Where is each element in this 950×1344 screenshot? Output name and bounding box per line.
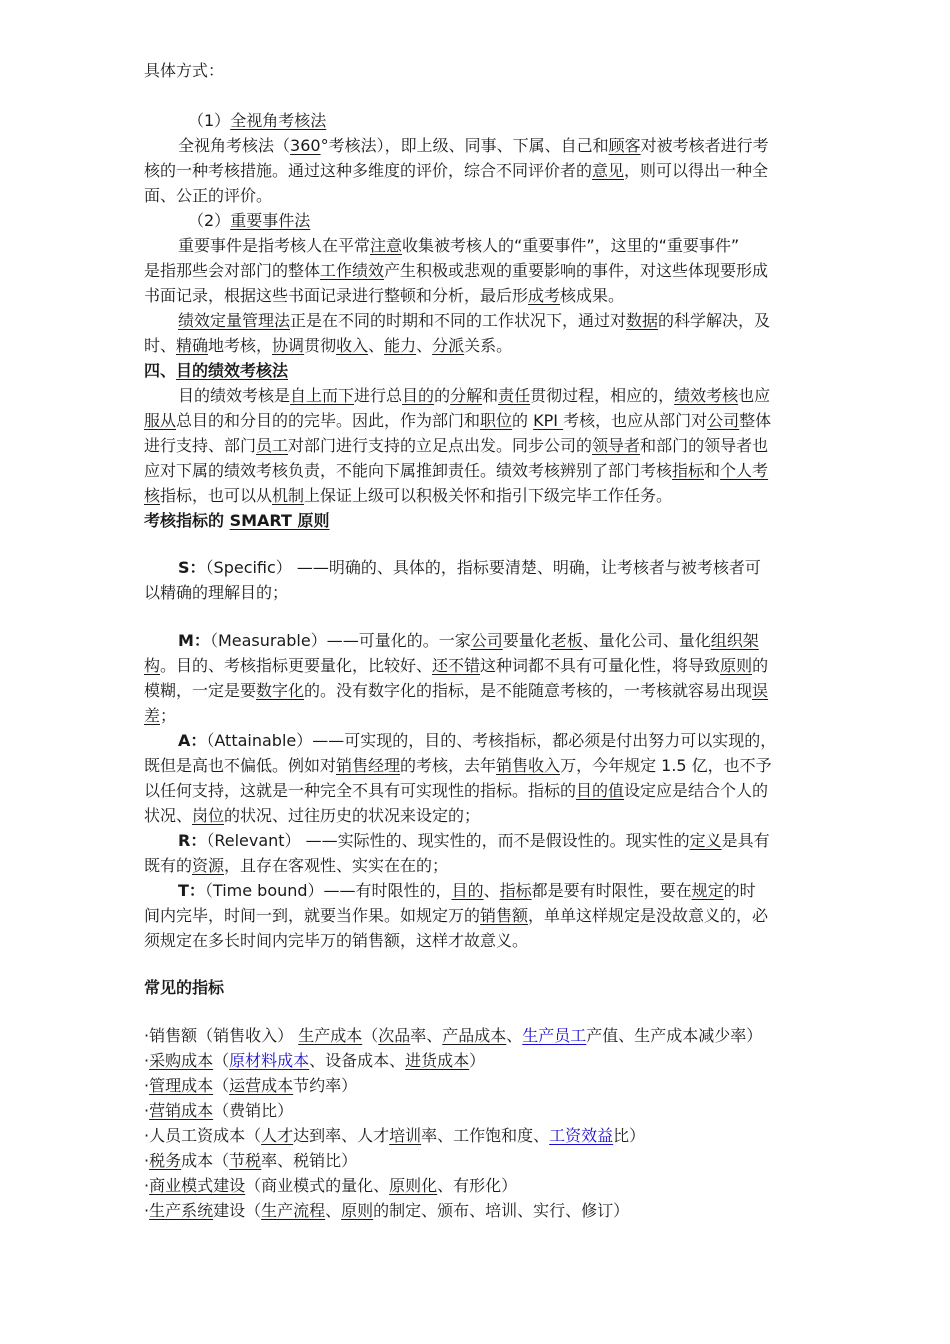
underlined-term: 差 — [144, 706, 161, 725]
smart-t-text: （Time bound）——有时限性的，目的、指标都是要有时限性，要在规定的时 — [204, 881, 756, 900]
underlined-term: 绩效考核 — [674, 386, 739, 405]
underlined-term: 服从 — [144, 411, 177, 430]
smart-s-line: 以精确的理解目的； — [144, 583, 289, 602]
underlined-term: 运营成本 — [229, 1076, 294, 1095]
underlined-term: 原则 — [720, 656, 753, 675]
underlined-term: 核 — [144, 486, 161, 505]
section-2-number: （2） — [188, 211, 231, 230]
underlined-term: 目的 — [451, 881, 484, 900]
underlined-term: 注意 — [370, 236, 403, 255]
underlined-term: 构 — [144, 656, 161, 675]
smart-s-letter: S： — [178, 558, 206, 577]
indicator-list-item: ·人员工资成本（人才达到率、人才培训率、工作饱和度、工资效益比） — [144, 1126, 646, 1145]
underlined-term: 职位 — [480, 411, 513, 430]
smart-r-letter: R： — [178, 831, 207, 850]
underlined-term: 原则化 — [389, 1176, 438, 1195]
section-1-heading — [188, 108, 326, 133]
underlined-term: 产品成本 — [442, 1026, 507, 1045]
s2-line: 书面记录，根据这些书面记录进行整顿和分析，最后形成考核成果。 — [144, 286, 625, 305]
smart-heading — [144, 508, 330, 533]
hyperlink-term[interactable]: 工资效益 — [549, 1126, 614, 1145]
smart-t-line — [178, 878, 756, 903]
common-indicators-heading: 常见的指标 — [144, 978, 225, 997]
underlined-term: 商业模式建设 — [149, 1176, 246, 1195]
intro-text: 具体方式： — [144, 61, 225, 80]
section-4-heading — [144, 358, 288, 383]
underlined-term: 生产流程 — [261, 1201, 326, 1220]
underlined-term: 营销成本 — [149, 1101, 214, 1120]
underlined-term: 生产系统 — [149, 1201, 214, 1220]
underlined-term: 工作绩效 — [320, 261, 385, 280]
smart-m-letter: M： — [178, 631, 210, 650]
hyperlink-term[interactable]: 生产员工 — [522, 1026, 587, 1045]
smart-r-line: 既有的资源，且存在客观性、实实在在的； — [144, 856, 449, 875]
underlined-term: 岗位 — [192, 806, 225, 825]
underlined-term: 指标 — [499, 881, 532, 900]
s2-line: 绩效定量管理法正是在不同的时期和不同的工作状况下，通过对数据的科学解决，及 — [178, 311, 771, 330]
smart-t-line: 须规定在多长时间内完毕万的销售额，这样才故意义。 — [144, 931, 529, 950]
s1-line: 全视角考核法（360°考核法），即上级、同事、下属、自己和顾客对被考核者进行考 — [178, 136, 769, 155]
underlined-term: 次品 — [378, 1026, 411, 1045]
s2-line: 时、精确地考核，协调贯彻收入、能力、分派关系。 — [144, 336, 513, 355]
underlined-term: 节税 — [229, 1151, 262, 1170]
section-1-number: （1） — [188, 111, 231, 130]
underlined-term: 组织架 — [710, 631, 759, 650]
underlined-term: 数字化 — [256, 681, 305, 700]
smart-a-line: 既但是高也不偏低。例如对销售经理的考核，去年销售收入万，今年规定 1.5 亿，也不予 — [144, 756, 772, 775]
underlined-term: 公司 — [470, 631, 503, 650]
smart-heading-prefix: 考核指标的 — [144, 511, 230, 530]
section-2-title: 重要事件法 — [230, 211, 311, 230]
underlined-term: 管理成本 — [149, 1076, 214, 1095]
s4-line: 进行支持、部门员工对部门进行支持的立足点出发。同步公司的领导者和部门的领导者也 — [144, 436, 769, 455]
indicator-list-item: ·税务成本（节税率、税销比） — [144, 1151, 358, 1170]
underlined-term: 360 — [290, 136, 321, 155]
underlined-term: 销售经理 — [336, 756, 401, 775]
s4-line: 目的绩效考核是自上而下进行总目的的分解和责任贯彻过程，相应的，绩效考核也应 — [178, 386, 771, 405]
smart-t-letter: T： — [178, 881, 205, 900]
underlined-term: 分解 — [450, 386, 483, 405]
underlined-term: 税务 — [149, 1151, 182, 1170]
underlined-term: 培训 — [389, 1126, 422, 1145]
underlined-term: 目的值 — [576, 781, 625, 800]
underlined-term: KPI — [533, 411, 564, 430]
smart-s-line — [178, 555, 761, 580]
underlined-term: 生产成本 — [298, 1026, 363, 1045]
underlined-term: 自上而下 — [290, 386, 355, 405]
section-4-title: 目的绩效考核法 — [176, 361, 289, 380]
section-4-prefix: 四、 — [144, 361, 177, 380]
indicator-list-item: ·生产系统建设（生产流程、原则的制定、颁布、培训、实行、修订） — [144, 1201, 630, 1220]
indicator-list-item: ·管理成本（运营成本节约率） — [144, 1076, 358, 1095]
underlined-term: 指标 — [672, 461, 705, 480]
smart-a-letter: A： — [178, 731, 207, 750]
underlined-term: 领导者 — [592, 436, 641, 455]
underlined-term: 销售额 — [480, 906, 529, 925]
underlined-term: 定义 — [689, 831, 722, 850]
hyperlink-term[interactable]: 原材料成本 — [229, 1051, 310, 1070]
underlined-term: 目的 — [402, 386, 435, 405]
smart-m-line: 差； — [144, 706, 177, 725]
underlined-term: 还不错 — [432, 656, 481, 675]
indicator-list-item: ·销售额（销售收入） 生产成本（次品率、产品成本、生产员工产值、生产成本减少率） — [144, 1026, 763, 1045]
indicator-list-item: ·商业模式建设（商业模式的量化、原则化、有形化） — [144, 1176, 518, 1195]
smart-m-line: 构。目的、考核指标更要量化，比较好、还不错这种词都不具有可量化性，将导致原则的 — [144, 656, 769, 675]
underlined-term: 分派 — [432, 336, 465, 355]
smart-r-line — [178, 828, 770, 853]
underlined-term: 顾客 — [608, 136, 641, 155]
underlined-term: 资源 — [192, 856, 225, 875]
underlined-term: 精确 — [176, 336, 209, 355]
underlined-term: 能力 — [384, 336, 417, 355]
s2-line: 是指那些会对部门的整体工作绩效产生积极或悲观的重要影响的事件，对这些体现要形成 — [144, 261, 769, 280]
underlined-term: 责任 — [498, 386, 531, 405]
underlined-term: 收入 — [336, 336, 369, 355]
section-2-heading — [188, 208, 310, 233]
s1-line: 面、公正的评价。 — [144, 186, 273, 205]
smart-m-text: （Measurable）——可量化的。一家公司要量化老板、量化公司、量化组织架 — [209, 631, 759, 650]
underlined-term: 绩效定量管理法 — [178, 311, 291, 330]
underlined-term: 意见 — [592, 161, 625, 180]
s4-line: 核指标，也可以从机制上保证上级可以积极关怀和指引下级完毕工作任务。 — [144, 486, 673, 505]
smart-a-line: 状况、岗位的状况、过往历史的状况来设定的； — [144, 806, 481, 825]
smart-a-text: （Attainable）——可实现的，目的、考核指标，都必须是付出努力可以实现的， — [206, 731, 777, 750]
s4-line: 应对下属的绩效考核负责，不能向下属推卸责任。绩效考核辨别了部门考核指标和个人考 — [144, 461, 769, 480]
indicator-list-item: ·采购成本（原材料成本、设备成本、进货成本） — [144, 1051, 486, 1070]
underlined-term: 个人考 — [720, 461, 769, 480]
smart-m-line — [178, 628, 759, 653]
underlined-term: 协调 — [272, 336, 305, 355]
underlined-term: 规定 — [691, 881, 724, 900]
smart-s-text: （Specific） ——明确的、具体的，指标要清楚、明确，让考核者与被考核者可 — [205, 558, 761, 577]
section-1-title: 全视角考核法 — [230, 111, 327, 130]
underlined-term: 原则 — [341, 1201, 374, 1220]
underlined-term: 成考 — [528, 286, 561, 305]
s1-line: 核的一种考核措施。通过这种多维度的评价，综合不同评价者的意见，则可以得出一种全 — [144, 161, 769, 180]
underlined-term: 老板 — [550, 631, 583, 650]
s4-line: 服从总目的和分目的的完毕。因此，作为部门和职位的 KPI 考核，也应从部门对公司整体 — [144, 411, 772, 430]
underlined-term: 公司 — [707, 411, 740, 430]
underlined-term: 误 — [752, 681, 769, 700]
underlined-term: 机制 — [272, 486, 305, 505]
smart-a-line — [178, 728, 776, 753]
underlined-term: 进货成本 — [405, 1051, 470, 1070]
underlined-term: 员工 — [256, 436, 289, 455]
smart-t-line: 间内完毕，时间一到，就要当作果。如规定万的销售额，单单这样规定是没故意义的，必 — [144, 906, 769, 925]
underlined-term: 销售收入 — [496, 756, 561, 775]
underlined-term: 数据 — [626, 311, 659, 330]
smart-m-line: 模糊，一定是要数字化的。没有数字化的指标，是不能随意考核的，一考核就容易出现误 — [144, 681, 769, 700]
s2-line: 重要事件是指考核人在平常注意收集被考核人的“重要事件”，这里的“重要事件” — [178, 236, 740, 255]
indicator-list-item: ·营销成本（费销比） — [144, 1101, 294, 1120]
smart-a-line: 以任何支持，这就是一种完全不具有可实现性的指标。指标的目的值设定应是结合个人的 — [144, 781, 769, 800]
smart-heading-title: SMART 原则 — [229, 511, 330, 530]
underlined-term: 采购成本 — [149, 1051, 214, 1070]
underlined-term: 人才 — [261, 1126, 294, 1145]
smart-r-text: （Relevant） ——实际性的、现实性的，而不是假设性的。现实性的定义是具有 — [206, 831, 770, 850]
